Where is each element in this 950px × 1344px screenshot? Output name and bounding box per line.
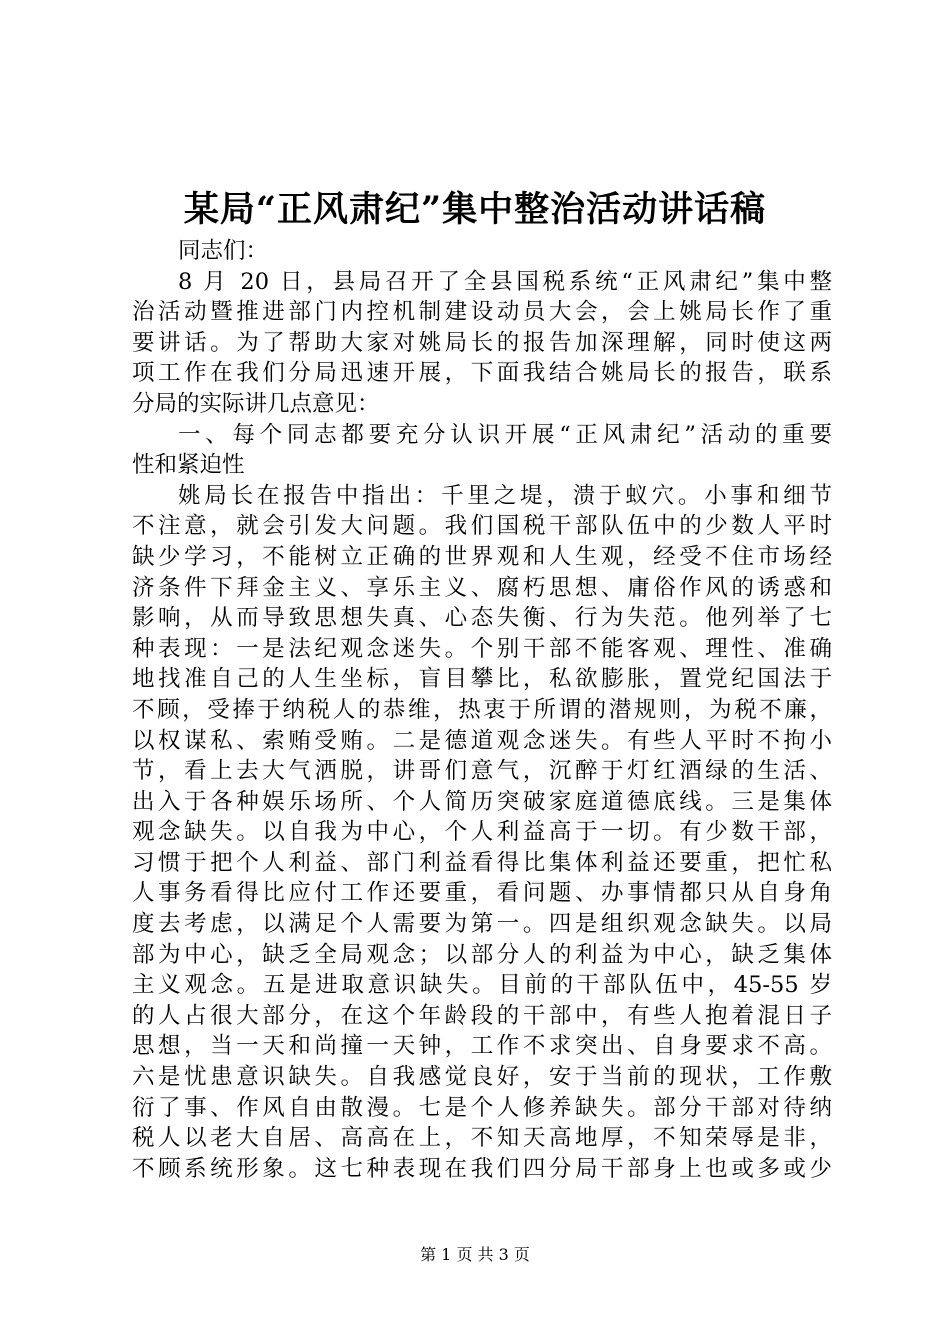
paragraph-line: 税人以老大自居、高高在上，不知天高地厚，不知荣辱是非，: [132, 1125, 832, 1152]
paragraph-line: 习惯于把个人利益、部门利益看得比集体利益还要重，把忙私: [132, 849, 832, 876]
paragraph-line: 的人占很大部分，在这个年龄段的干部中，有些人抱着混日子: [132, 1002, 832, 1029]
paragraph-line: 不注意，就会引发大问题。我们国税干部队伍中的少数人平时: [132, 513, 832, 540]
paragraph-line: 项工作在我们分局迅速开展，下面我结合姚局长的报告，联系: [132, 360, 832, 387]
salutation-line: 同志们：: [178, 238, 269, 264]
paragraph-line: 地找准自己的人生坐标，盲目攀比，私欲膨胀，置党纪国法于: [132, 666, 832, 693]
paragraph-line: 分局的实际讲几点意见：: [132, 390, 380, 417]
paragraph-line: 人事务看得比应付工作还要重，看问题、办事情都只从自身角: [132, 880, 832, 907]
document-body: [132, 236, 832, 1184]
paragraph-line: 影响，从而导致思想失真、心态失衡、行为失范。他列举了七: [132, 605, 832, 632]
paragraph-line: 思想，当一天和尚撞一天钟，工作不求突出、自身要求不高。: [132, 1033, 832, 1060]
paragraph-line: 8 月 20 日，县局召开了全县国税系统“正风肃纪”集中整: [178, 268, 832, 295]
paragraph-line: 济条件下拜金主义、享乐主义、腐朽思想、庸俗作风的诱惑和: [132, 574, 832, 601]
paragraph-line: 以权谋私、索贿受贿。二是德道观念迷失。有些人平时不拘小: [132, 727, 832, 754]
paragraph-line: 六是忧患意识缺失。自我感觉良好，安于当前的现状，工作敷: [132, 1064, 832, 1091]
paragraph-line: 度去考虑，以满足个人需要为第一。四是组织观念缺失。以局: [132, 911, 832, 938]
paragraph-line: 姚局长在报告中指出：千里之堤，溃于蚁穴。小事和细节: [178, 482, 832, 509]
paragraph-line: 种表现：一是法纪观念迷失。个别干部不能客观、理性、准确: [132, 635, 832, 662]
paragraph-line: 出入于各种娱乐场所、个人简历突破家庭道德底线。三是集体: [132, 788, 832, 815]
paragraph-line: 缺少学习，不能树立正确的世界观和人生观，经受不住市场经: [132, 543, 832, 570]
paragraph-line: 衍了事、作风自由散漫。七是个人修养缺失。部分干部对待纳: [132, 1094, 832, 1121]
section-heading-line: 一、每个同志都要充分认识开展“正风肃纪”活动的重要: [178, 421, 832, 448]
paragraph-line: 治活动暨推进部门内控机制建设动员大会，会上姚局长作了重: [132, 299, 832, 326]
paragraph-line: 节，看上去大气洒脱，讲哥们意气，沉醉于灯红酒绿的生活、: [132, 758, 832, 785]
paragraph-line: 不顾，受捧于纳税人的恭维，热衷于所谓的潜规则，为税不廉，: [132, 696, 832, 723]
paragraph-line: 观念缺失。以自我为中心，个人利益高于一切。有少数干部，: [132, 819, 832, 846]
paragraph-line: 部为中心，缺乏全局观念；以部分人的利益为中心，缺乏集体: [132, 941, 832, 968]
paragraph-line: 主义观念。五是进取意识缺失。目前的干部队伍中，45-55 岁: [132, 972, 832, 999]
paragraph-line: 要讲话。为了帮助大家对姚局长的报告加深理解，同时使这两: [132, 329, 832, 356]
paragraph-line: 不顾系统形象。这七种表现在我们四分局干部身上也或多或少: [132, 1155, 832, 1182]
page-footer: 第 1 页 共 3 页: [420, 1245, 530, 1264]
document-title: 某局“正风肃纪”集中整治活动讲话稿: [183, 189, 767, 230]
section-heading-line: 性和紧迫性: [132, 452, 245, 479]
